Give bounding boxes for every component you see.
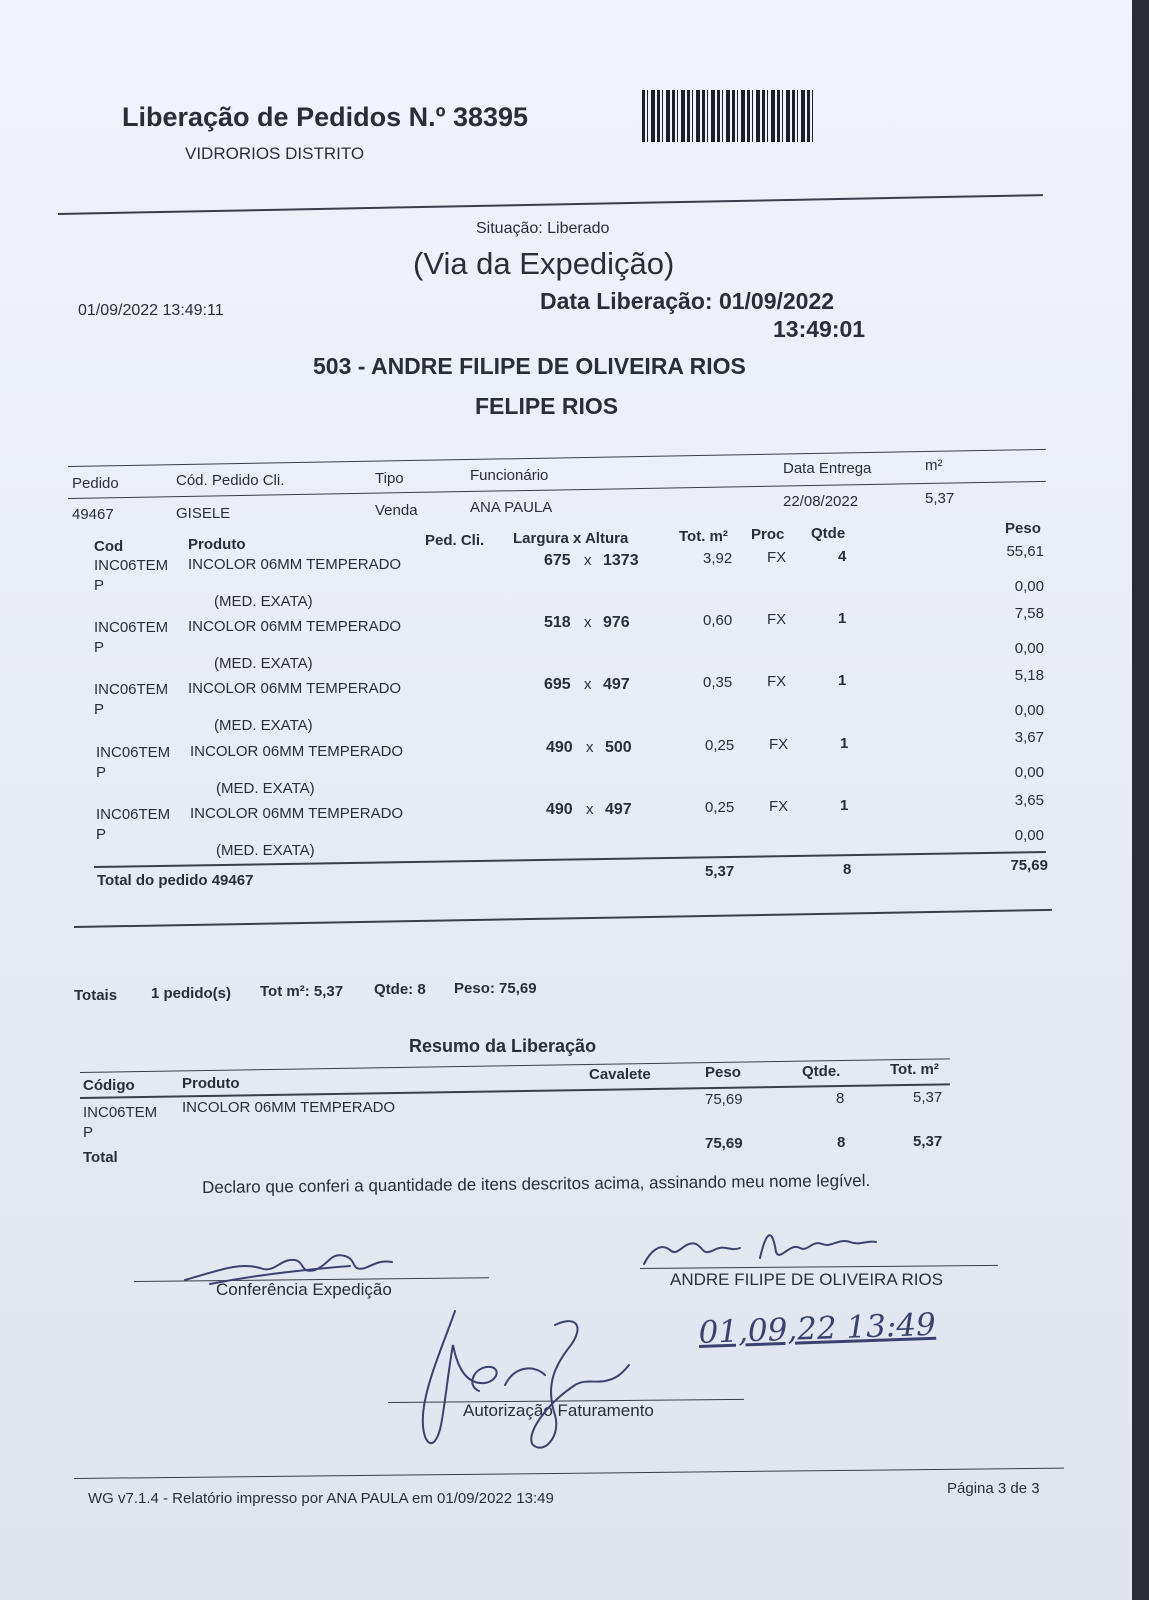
item-cod: INC06TEM	[96, 806, 171, 823]
item-cod-suffix: P	[94, 577, 105, 594]
item-cod-suffix: P	[94, 701, 105, 718]
items-col-cod: Cod	[94, 538, 124, 555]
item-largura: 518	[544, 614, 571, 631]
item-peso: 3,65	[1014, 792, 1044, 809]
item-cod: INC06TEM	[94, 619, 169, 636]
col-funcionario: Funcionário	[470, 467, 549, 484]
summary-row-produto: INCOLOR 06MM TEMPERADO	[182, 1099, 396, 1116]
item-peso-extra: 0,00	[1014, 578, 1044, 595]
value-tipo: Venda	[375, 502, 418, 519]
order-total-peso: 75,69	[1010, 857, 1048, 874]
summary-row-qtde: 8	[836, 1090, 845, 1107]
summary-col-tot-m2: Tot. m²	[890, 1061, 939, 1078]
item-tot-m2: 3,92	[703, 550, 733, 567]
item-cod: INC06TEM	[94, 557, 169, 574]
item-largura: 490	[546, 801, 573, 818]
release-date: Data Liberação: 01/09/2022	[540, 288, 835, 314]
items-col-largura-altura: Largura x Altura	[513, 530, 629, 547]
summary-row-cod-suffix: P	[83, 1124, 94, 1141]
value-data-entrega: 22/08/2022	[783, 493, 859, 510]
items-col-proc: Proc	[751, 526, 785, 543]
item-tot-m2: 0,25	[705, 799, 735, 816]
items-col-tot-m2: Tot. m²	[679, 528, 728, 545]
barcode	[642, 90, 816, 142]
signature-customer	[640, 1222, 880, 1272]
item-qtde: 4	[838, 548, 847, 565]
summary-row-cod: INC06TEM	[83, 1104, 158, 1121]
item-peso: 7,58	[1014, 605, 1044, 622]
order-top-line	[68, 449, 1046, 467]
item-peso-extra: 0,00	[1014, 640, 1044, 657]
totals-peso: Peso: 75,69	[454, 980, 537, 997]
totals-label: Totais	[74, 987, 118, 1004]
item-cod-suffix: P	[96, 764, 107, 781]
item-proc: FX	[767, 673, 787, 690]
col-cod-pedido-cli: Cód. Pedido Cli.	[176, 472, 285, 489]
signature-label-autorizacao: Autorização Faturamento	[463, 1401, 654, 1420]
item-cod: INC06TEM	[96, 744, 171, 761]
items-col-qtde: Qtde	[811, 525, 846, 542]
item-peso-extra: 0,00	[1014, 827, 1044, 844]
item-x: x	[586, 801, 594, 818]
item-produto: INCOLOR 06MM TEMPERADO	[190, 743, 404, 760]
totals-m2: Tot m²: 5,37	[260, 983, 344, 1000]
items-col-peso: Peso	[1005, 520, 1041, 537]
value-pedido: 49467	[72, 506, 114, 523]
item-note: (MED. EXATA)	[214, 655, 313, 672]
col-m2: m²	[925, 457, 943, 474]
col-pedido: Pedido	[72, 475, 119, 492]
totals-pedidos: 1 pedido(s)	[151, 985, 232, 1002]
item-altura: 500	[605, 739, 632, 756]
item-largura: 675	[544, 552, 571, 569]
col-tipo: Tipo	[375, 470, 404, 487]
item-altura: 497	[603, 676, 630, 693]
footer-page-number: Página 3 de 3	[947, 1480, 1040, 1497]
situation-status: Situação: Liberado	[476, 220, 610, 237]
item-peso: 3,67	[1014, 729, 1044, 746]
via-label: (Via da Expedição)	[413, 246, 675, 281]
item-altura: 497	[605, 801, 632, 818]
item-largura: 695	[544, 676, 571, 693]
summary-title: Resumo da Liberação	[409, 1036, 597, 1056]
item-x: x	[586, 739, 594, 756]
order-total-m2: 5,37	[705, 863, 735, 880]
item-largura: 490	[546, 739, 573, 756]
signature-label-customer: ANDRE FILIPE DE OLIVEIRA RIOS	[670, 1270, 944, 1289]
summary-total-qtde: 8	[837, 1134, 846, 1151]
customer-nickname: FELIPE RIOS	[475, 393, 619, 419]
company-name: VIDRORIOS DISTRITO	[185, 144, 365, 163]
item-produto: INCOLOR 06MM TEMPERADO	[188, 618, 402, 635]
item-qtde: 1	[838, 672, 847, 689]
item-altura: 1373	[603, 552, 639, 569]
item-qtde: 1	[840, 735, 849, 752]
item-note: (MED. EXATA)	[214, 593, 313, 610]
summary-col-cavalete: Cavalete	[589, 1066, 651, 1083]
release-time: 13:49:01	[773, 316, 866, 342]
order-total-label: Total do pedido 49467	[97, 872, 254, 889]
signature-label-conferencia: Conferência Expedição	[216, 1280, 392, 1299]
summary-row-peso: 75,69	[705, 1091, 743, 1108]
summary-col-qtde: Qtde.	[802, 1063, 841, 1080]
items-col-ped-cli: Ped. Cli.	[425, 532, 485, 549]
summary-total-tot-m2: 5,37	[913, 1133, 943, 1150]
item-peso-extra: 0,00	[1014, 702, 1044, 719]
item-note: (MED. EXATA)	[216, 842, 315, 859]
item-note: (MED. EXATA)	[216, 780, 315, 797]
customer-name: 503 - ANDRE FILIPE DE OLIVEIRA RIOS	[313, 353, 746, 379]
item-peso-extra: 0,00	[1014, 764, 1044, 781]
item-note: (MED. EXATA)	[214, 717, 313, 734]
item-x: x	[584, 552, 592, 569]
summary-total-label: Total	[83, 1149, 118, 1166]
value-funcionario: ANA PAULA	[470, 499, 553, 516]
document-title: Liberação de Pedidos N.º 38395	[122, 102, 529, 132]
summary-col-produto: Produto	[182, 1075, 240, 1092]
item-cod-suffix: P	[94, 639, 105, 656]
order-bottom-line	[74, 909, 1052, 928]
signature-autorizacao	[405, 1305, 645, 1455]
item-cod-suffix: P	[96, 826, 107, 843]
header-divider	[58, 194, 1043, 215]
items-col-produto: Produto	[188, 536, 246, 553]
item-produto: INCOLOR 06MM TEMPERADO	[190, 805, 404, 822]
item-cod: INC06TEM	[94, 681, 169, 698]
summary-col-peso: Peso	[705, 1064, 741, 1081]
item-peso: 55,61	[1006, 543, 1044, 560]
item-proc: FX	[769, 798, 789, 815]
footer-line	[74, 1468, 1064, 1479]
item-peso: 5,18	[1014, 667, 1044, 684]
totals-qtde: Qtde: 8	[374, 981, 426, 998]
item-altura: 976	[603, 614, 630, 631]
item-x: x	[584, 676, 592, 693]
item-x: x	[584, 614, 592, 631]
item-tot-m2: 0,60	[703, 612, 733, 629]
footer-report-info: WG v7.1.4 - Relatório impresso por ANA PAULA em 01/09/2022 13:49	[88, 1490, 554, 1507]
summary-row-tot-m2: 5,37	[913, 1089, 943, 1106]
col-data-entrega: Data Entrega	[783, 460, 872, 477]
item-produto: INCOLOR 06MM TEMPERADO	[188, 556, 402, 573]
item-proc: FX	[767, 611, 787, 628]
item-qtde: 1	[838, 610, 847, 627]
summary-col-codigo: Código	[83, 1077, 135, 1094]
signature-conferencia	[180, 1240, 400, 1290]
item-proc: FX	[769, 736, 789, 753]
item-produto: INCOLOR 06MM TEMPERADO	[188, 680, 402, 697]
item-proc: FX	[767, 549, 787, 566]
order-total-qtde: 8	[843, 861, 852, 878]
summary-total-peso: 75,69	[705, 1135, 743, 1152]
item-tot-m2: 0,25	[705, 737, 735, 754]
print-datetime: 01/09/2022 13:49:11	[78, 302, 224, 319]
item-qtde: 1	[840, 797, 849, 814]
declaration-text: Declaro que conferi a quantidade de itens descritos acima, assinando meu nome legível.	[202, 1171, 871, 1197]
handwritten-date: 01,09,22 13:49	[698, 1306, 937, 1351]
value-m2: 5,37	[925, 490, 955, 507]
value-cod-pedido-cli: GISELE	[176, 505, 231, 522]
item-tot-m2: 0,35	[703, 674, 733, 691]
